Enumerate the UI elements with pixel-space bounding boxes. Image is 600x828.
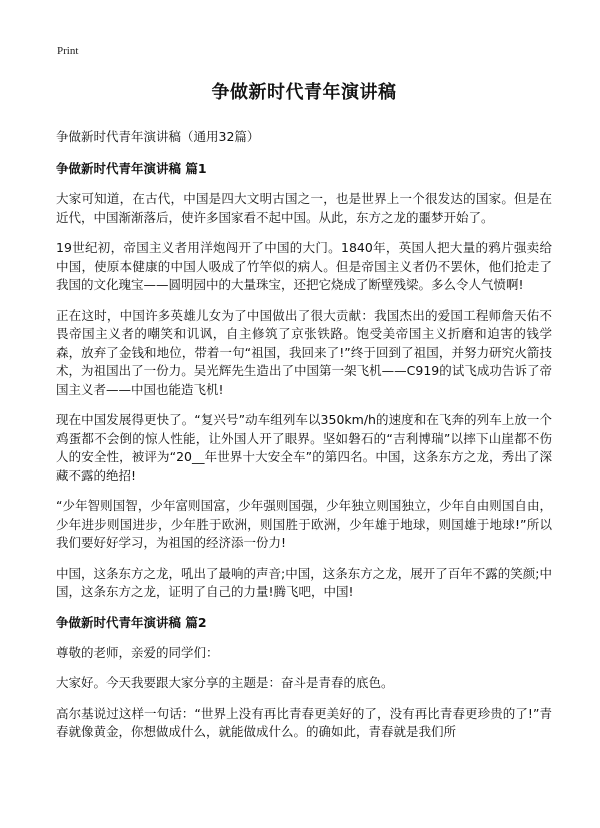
section-heading: 争做新时代青年演讲稿 篇2 [56, 614, 207, 630]
paragraph: 大家好。今天我要跟大家分享的主题是：奋斗是青春的底色。 [56, 675, 394, 690]
section-2 [56, 614, 552, 742]
paragraph: 尊敬的老师，亲爱的同学们： [56, 644, 219, 660]
paragraph: 19世纪初，帝国主义者用洋炮闯开了中国的大门。1840年，英国人把大量的鸦片强卖给中国，使原本健康的中国人吸成了竹竿似的病人。但是帝国主义者仍不罢休，他们抢走了我国的文化瑰宝——圆明园中的大量珠宝，还把它烧成了断壁残梁。多么令人气愤啊! [56, 240, 552, 292]
paragraph: 正在这时，中国许多英雄儿女为了中国做出了很大贡献：我国杰出的爱国工程师詹天佑不畏帝国主义者的嘲笑和讥讽，自主修筑了京张铁路。饱受美帝国主义折磨和迫害的钱学森，放弃了金钱和地位，带着一句“祖国，我回来了!”终于回到了祖国，并努力研究火箭技术，为祖国出了一份力。吴光辉先生造出了中国第一架飞机——C919的试飞成功告诉了帝国主义者——中国也能造飞机! [56, 307, 552, 397]
paragraph: 大家可知道，在古代，中国是四大文明古国之一，也是世界上一个很发达的国家。但是在近代，中国渐渐落后，使许多国家看不起中国。从此，东方之龙的噩梦开始了。 [56, 191, 552, 225]
paragraph: 现在中国发展得更快了。“复兴号”动车组列车以350km/h的速度和在飞奔的列车上放一个鸡蛋都不会倒的惊人性能，让外国人开了眼界。坚如磐石的“吉利博瑞”以摔下山崖都不伤人的安全性，被评为“20__年世界十大安全车”的第四名。中国，这条东方之龙，秀出了深藏不露的绝招! [56, 412, 552, 483]
document-title: 争做新时代青年演讲稿 [211, 82, 397, 103]
document-subtitle: 争做新时代青年演讲稿（通用32篇） [56, 129, 260, 144]
paragraph: 高尔基说过这样一句话：“世界上没有再比青春更美好的了，没有再比青春更珍贵的了!”青春就像黄金，你想做成什么，就能做成什么。的确如此，青春就是我们所 [56, 705, 552, 739]
paragraph: “少年智则国智，少年富则国富，少年强则国强，少年独立则国独立，少年自由则国自由，少年进步则国进步，少年胜于欧洲，则国胜于欧洲，少年雄于地球，则国雄于地球!”所以我们要好好学习，为祖国的经济添一份力! [56, 498, 552, 550]
section-heading: 争做新时代青年演讲稿 篇1 [56, 161, 207, 176]
paragraph: 中国，这条东方之龙，吼出了最响的声音;中国，这条东方之龙，展开了百年不露的笑颜;中国，这条东方之龙，证明了自己的力量!腾飞吧，中国! [56, 565, 552, 599]
print-link[interactable]: Print [57, 45, 79, 57]
document-content [56, 78, 552, 754]
section-1 [56, 160, 552, 602]
